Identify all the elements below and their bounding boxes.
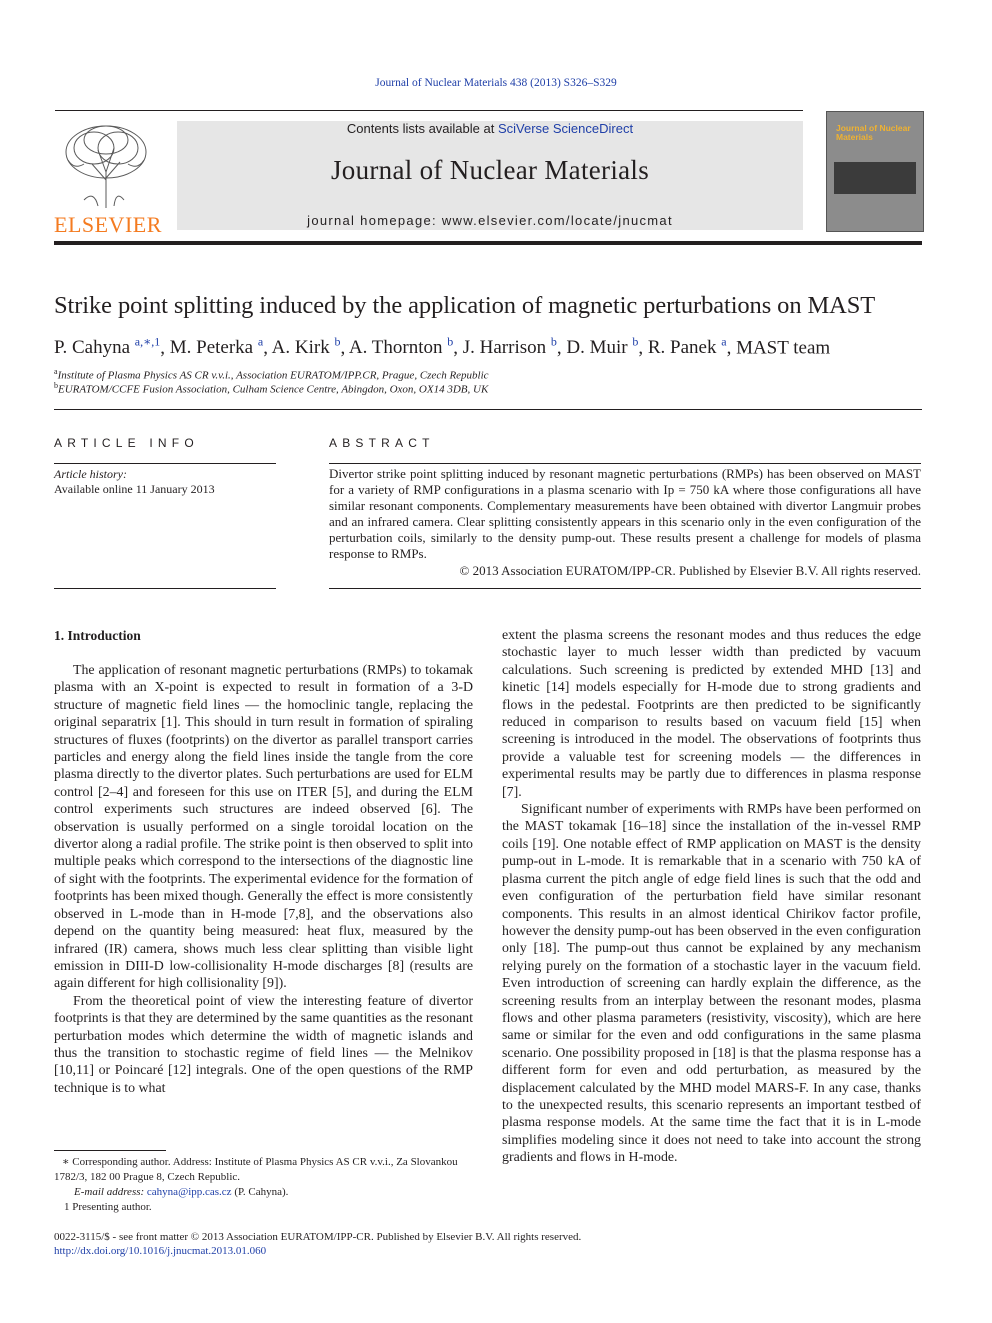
footnote-email	[54, 1185, 473, 1200]
paper-title: Strike point splitting induced by the application of magnetic perturbations on MAST	[54, 292, 876, 319]
abstract-copyright: © 2013 Association EURATOM/IPP-CR. Published by Elsevier B.V. All rights reserved.	[459, 563, 921, 578]
author[interactable]: A. Thornton $^b$	[348, 335, 454, 359]
affiliation-b: $^b$EURATOM/CCFE Fusion Association, Culham Science Centre, Abingdon, Oxon, OX14 3DB, UK	[54, 381, 489, 396]
journal-title: Journal of Nuclear Materials	[330, 155, 650, 185]
footnote-corresponding: ∗ Corresponding author. Address: Institute of Plasma Physics AS CR v.v.i., Za Slovankou 1782/3, 182 00 Prague 8, Czech Republic.	[54, 1156, 458, 1183]
author-list: P. Cahyna $^{a,∗,1}$, M. Peterka $^a$, A. Kirk $^b$, A. Thornton $^b$, J. Harrison $^b$, D. Muir $^b$, R. Panek $^a$, MAST team	[54, 335, 831, 359]
body-paragraph: Significant number of experiments with RMPs have been performed on the MAST tokamak [16–18] since the installation of the in-vessel RMP coils [19]. One notable effect of RMP application on MAST is the density pump-out in L-mode. It is remarkable that in a scenario with 750 kA of plasma current the pitch angle of edge field lines is such that the odd and even configuration of the perturbation field have similar resonant components. This results in an almost identical Chirikov factor profile, however the density pump-out has been observed in the even configuration only [18]. The pump-out thus cannot be explained by any mechanism relying purely on the formation of a stochastic layer in the vacuum field. Even introduction of screening can hardly explain the difference, as the screening results from an interplay between the resonant modes, plasma flows and other plasma parameters (resistivity, viscosity), which are here same or similar for the even and odd configurations in the same plasma scenario. One possibility proposed in [18] is that the plasma response has a different form for even and odd perturbation, as measured by the displacement calculated by the MHD model MARS-F. In any case, thanks to the unexpected results, this scenario represents an important testbed of plasma response models. At the same time the fact that it is in L-mode simplifies modeling since it does not need to take into account the strong gradients and flows in H-mode.	[502, 802, 921, 1166]
author[interactable]: M. Peterka $^a$	[169, 335, 264, 359]
abstract-rule	[329, 463, 921, 464]
contents-line	[177, 121, 803, 136]
author[interactable]: J. Harrison $^b$	[462, 335, 557, 359]
homepage-url[interactable]: www.elsevier.com/locate/jnucmat	[441, 213, 673, 228]
article-history-label: Article history:	[54, 467, 127, 481]
article-info-rule	[54, 463, 276, 464]
author[interactable]: R. Panek $^a$	[647, 335, 727, 359]
journal-homepage	[177, 213, 803, 228]
issn-line: 0022-3115/$ - see front matter © 2013 Association EURATOM/IPP-CR. Published by Elsevier B.V. All rights reserved.	[54, 1231, 582, 1243]
sciencedirect-link[interactable]: SciVerse ScienceDirect	[497, 121, 634, 136]
email-suffix: (P. Cahyna).	[231, 1186, 289, 1198]
header-thick-rule	[54, 241, 922, 245]
abstract-text: Divertor strike point splitting induced by resonant magnetic perturbations (RMPs) has been observed on MAST for a variety of RMP configurations in a plasma scenario with Ip = 750 kA where those configurations all have similar resonant components. Complementary measurements have been obtained with divertor Langmuir probes and an infrared camera. Clear splitting consistently appears in this scenario only in the even configuration of the perturbation coils, similarly to the density pump-out. These results present a challenge for models of plasma response to RMPs.	[329, 466, 921, 562]
homepage-prefix: journal homepage:	[307, 213, 442, 228]
footnote-presenting: 1 Presenting author.	[64, 1201, 152, 1213]
author[interactable]: D. Muir $^b$	[566, 335, 639, 359]
body-paragraph: From the theoretical point of view the interesting feature of divertor footprints is that they are determined by the same quantities as the resonant perturbation modes which determine the width of magnetic islands and thus the transition to stochastic regime of field lines — the Melnikov [10,11] or Poincaré [12] integrals. One of the open questions of the RMP technique is to what	[54, 993, 473, 1096]
email-link[interactable]: cahyna@ipp.cas.cz	[146, 1186, 232, 1198]
email-label: E-mail address:	[74, 1186, 147, 1198]
article-info-bottom-rule	[54, 588, 276, 589]
header-rule	[55, 110, 803, 111]
abstract-bottom-rule	[329, 588, 921, 589]
abstract-heading: ABSTRACT	[329, 436, 435, 450]
article-info-heading: ARTICLE INFO	[54, 436, 199, 450]
elsevier-wordmark: ELSEVIER	[54, 212, 162, 237]
title-rule	[54, 409, 922, 410]
contents-prefix: Contents lists available at	[346, 121, 498, 136]
doi-link[interactable]: http://dx.doi.org/10.1016/j.jnucmat.2013.01.060	[54, 1245, 267, 1257]
article-history-value: Available online 11 January 2013	[54, 482, 215, 496]
left-column	[54, 662, 473, 1097]
cover-image	[834, 162, 916, 194]
section-heading-introduction: 1. Introduction	[54, 628, 141, 643]
journal-reference-link[interactable]: Journal of Nuclear Materials 438 (2013) S326–S329	[375, 77, 617, 89]
author[interactable]: A. Kirk $^b$	[271, 335, 341, 359]
affiliation-a: $^a$Institute of Plasma Physics AS CR v.v.i., Association EURATOM/IPP.CR, Prague, Czech Republic	[54, 367, 489, 382]
right-column	[502, 627, 921, 1167]
cover-title: Journal of Nuclear Materials	[836, 123, 911, 142]
body-paragraph: extent the plasma screens the resonant modes and thus reduces the edge stochastic layer to much lesser width than predicted by vacuum calculations. Such screening is predicted by extended MHD [13] and kinetic [14] models especially for H-mode due to strong gradients and flows in the pedestal. Footprints are then predicted to be significantly reduced in comparison to results based on vacuum field [15] when screening is introduced in the model. The observations of footprints thus provide a valuable test for screening models — the differences in experimental results may be partly due to differences in plasma response [7].	[502, 628, 921, 800]
body-paragraph: The application of resonant magnetic perturbations (RMPs) to tokamak plasma with an X-point is expected to result in formation of a 3-D structure of magnetic field lines — the homoclinic tangle, replacing the original separatrix [1]. This should in turn result in formation of spiraling structures of fluxes (footprints) on the divertor as parallel transport carries particles and energy along the field lines inside the tangle from the core plasma directly to the divertor plates. Such perturbations are used for ELM control [2–4] and foreseen for this use on ITER [5], and during the ELM control experiments such structures are indeed observed [6]. The observation is usually performed on a single toroidal location on the divertor along a radial profile. The strike point is then observed to split into multiple peaks which correspond to the intersections of the diagnostic line of sight with the footprints. The experimental evidence for the formation of footprints has been mixed though. Generally the effect is more consistently observed in L-mode than in H-mode [7,8], and the observations also depend on the quantity being measured: heat flux, measured by the infrared (IR) camera, shows much less clear splitting than visible light emission in DIII-D low-collisionality H-mode discharges [8] (results are again different for high collisionality [9]).	[54, 663, 473, 992]
author[interactable]: MAST team	[736, 337, 831, 359]
footnote-rule	[54, 1150, 166, 1151]
author[interactable]: P. Cahyna $^{a,∗,1}$	[54, 335, 161, 359]
